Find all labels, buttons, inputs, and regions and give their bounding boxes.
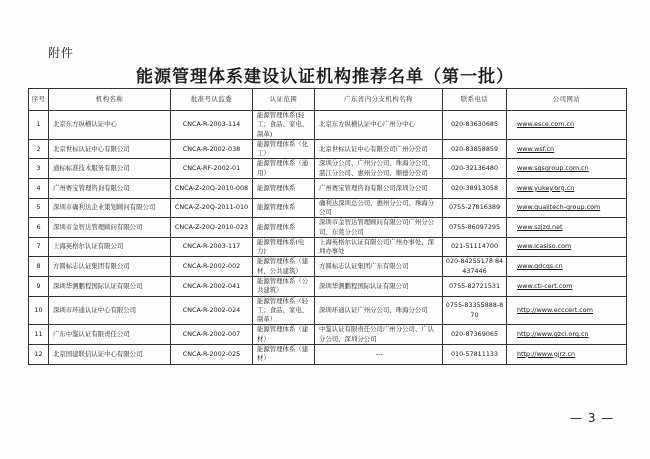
table-row (29, 345, 627, 365)
org-name: 上海英格尔认证有限公司 (49, 237, 171, 257)
approval-number: CNCA-R-2002-007 (171, 325, 253, 345)
table-row (29, 237, 627, 257)
website-link[interactable]: www.cti-cert.com (517, 281, 573, 290)
website-cell (507, 111, 627, 140)
cert-scope: 能源管理体系 (253, 218, 315, 238)
approval-number: CNCA-R-2002-041 (171, 277, 253, 297)
column-header-website: 公司网站 (507, 89, 627, 111)
row-number: 7 (29, 237, 49, 257)
cert-scope: 能源管理体系（公共建筑） (253, 277, 315, 297)
website-link[interactable]: www.icasiso.com (517, 242, 572, 251)
website-cell (507, 325, 627, 345)
branch-name: 北京世标认证中心有限公司广州分公司 (315, 139, 443, 159)
cert-scope: 能源管理体系（建材、公共建筑） (253, 257, 315, 277)
row-number: 8 (29, 257, 49, 277)
column-header-approval: 批准号认监委 (171, 89, 253, 111)
row-number: 4 (29, 179, 49, 199)
row-number: 10 (29, 296, 49, 325)
column-header-branch: 广东省内分支机构名称 (315, 89, 443, 111)
approval-number: CNCA-R-2002-024 (171, 296, 253, 325)
table-row (29, 277, 627, 297)
table-row (29, 296, 627, 325)
org-name: 深圳市确利达企业策划顾问有限公司 (49, 198, 171, 218)
row-number: 3 (29, 159, 49, 179)
website-cell (507, 345, 627, 365)
cert-scope: 能源管理体系(电力) (253, 237, 315, 257)
branch-name: 深圳分公司、广州分公司、珠海分公司、湛江分公司、惠州分公司、顺德分公司 (315, 159, 443, 179)
approval-number: CNCA-R-2002-002 (171, 257, 253, 277)
phone-number: 020-83630685 (443, 111, 507, 140)
branch-name: 深圳华测鹏程国际认证有限公司 (315, 277, 443, 297)
phone-number: 021-51114700 (443, 237, 507, 257)
website-link[interactable]: www.gdcqs.cn (517, 262, 563, 271)
table-row (29, 179, 627, 199)
branch-name: 确利达深圳总公司、惠州分公司、珠海分公司 (315, 198, 443, 218)
branch-name: 深圳环通认证广州分公司、珠海分公司 (315, 296, 443, 325)
branch-name: --- (315, 345, 443, 365)
phone-number: 0755-27816389 (443, 198, 507, 218)
org-name: 北京世标认证中心有限公司 (49, 139, 171, 159)
row-number: 5 (29, 198, 49, 218)
column-header-scope: 认证范围 (253, 89, 315, 111)
org-name: 深圳华测鹏程国际认证有限公司 (49, 277, 171, 297)
org-name: 北京东方纵横认证中心 (49, 111, 171, 140)
approval-number: CNCA-R-2003-114 (171, 111, 253, 140)
website-link[interactable]: www.wsf.cn (517, 144, 555, 153)
cert-scope: 能源管理体系(轻工；食品、家电、制革) (253, 111, 315, 140)
table-row (29, 198, 627, 218)
approval-number: CNCA-RF-2002-01 (171, 159, 253, 179)
website-link[interactable]: http://www.ecccert.com (517, 305, 593, 314)
website-link[interactable]: www.sgsgroup.com.cn (517, 164, 589, 173)
column-header-phone: 联系电话 (443, 89, 507, 111)
certification-body-table (28, 88, 627, 365)
approval-number: CNCA-R-2002-038 (171, 139, 253, 159)
phone-number: 0755-83355888-870 (443, 296, 507, 325)
table-row (29, 218, 627, 238)
website-cell (507, 198, 627, 218)
cert-scope: 能源管理体系（通用） (253, 159, 315, 179)
row-number: 11 (29, 325, 49, 345)
website-link[interactable]: www.qualitech-group.com (517, 203, 601, 212)
row-number: 2 (29, 139, 49, 159)
branch-name: 方圆标志认证集团广东有限公司 (315, 257, 443, 277)
phone-number: 020-83858859 (443, 139, 507, 159)
cert-scope: 能源管理体系（化工） (253, 139, 315, 159)
approval-number: CNCA-Z-20Q-2010-023 (171, 218, 253, 238)
phone-number: 020-87369065 (443, 325, 507, 345)
column-header-name: 机构名称 (49, 89, 171, 111)
branch-name: 北京东方纵横认证中心广州分中心 (315, 111, 443, 140)
row-number: 6 (29, 218, 49, 238)
table-row (29, 159, 627, 179)
website-cell (507, 257, 627, 277)
website-cell (507, 139, 627, 159)
approval-number: CNCA-Z-20Q-2010-008 (171, 179, 253, 199)
cert-scope: 能源管理体系 (253, 198, 315, 218)
website-cell (507, 218, 627, 238)
org-name: 深圳市环通认证中心有限公司 (49, 296, 171, 325)
branch-name: 广州赛宝管理咨询有限公司深圳分公司 (315, 179, 443, 199)
org-name: 广州赛宝管理咨询有限公司 (49, 179, 171, 199)
phone-number: 020-32136480 (443, 159, 507, 179)
website-link[interactable]: www.esce.com.cn (517, 120, 575, 129)
website-link[interactable]: http://www.gjrz.cn (517, 349, 576, 358)
website-cell (507, 159, 627, 179)
website-cell (507, 179, 627, 199)
column-header-no: 序号 (29, 89, 49, 111)
cert-scope: 能源管理体系（轻工；食品、家电、制革） (253, 296, 315, 325)
row-number: 12 (29, 345, 49, 365)
table-header-row (29, 89, 627, 111)
org-name: 方圆标志认证集团有限公司 (49, 257, 171, 277)
branch-name: 上海英格尔认证有限公司广州办事处、深圳办事处 (315, 237, 443, 257)
phone-number: 0755-82721531 (443, 277, 507, 297)
row-number: 9 (29, 277, 49, 297)
website-cell (507, 296, 627, 325)
table-row (29, 111, 627, 140)
phone-number: 020-38913058 (443, 179, 507, 199)
row-number: 1 (29, 111, 49, 140)
org-name: 北京国建联信认证中心有限公司 (49, 345, 171, 365)
phone-number: 010-57811133 (443, 345, 507, 365)
cert-scope: 能源管理体系（建材） (253, 345, 315, 365)
branch-name: 深圳市金智达管理顾问有限公司广州分公司、东莞分公司 (315, 218, 443, 238)
website-cell (507, 277, 627, 297)
document-title: 能源管理体系建设认证机构推荐名单（第一批） (136, 67, 514, 87)
table-row (29, 257, 627, 277)
approval-number: CNCA-Z-20Q-2011-010 (171, 198, 253, 218)
table-row (29, 139, 627, 159)
phone-number: 020-84255178 84437446 (443, 257, 507, 277)
branch-name: 中鉴认证有限责任公司广州分公司、广认分公司、深圳分公司 (315, 325, 443, 345)
table-body (29, 111, 627, 365)
org-name: 广东中鉴认证有限责任公司 (49, 325, 171, 345)
attachment-label: 附件 (48, 46, 75, 60)
org-name: 通标标准技术服务有限公司 (49, 159, 171, 179)
org-name: 深圳市金智达管理顾问有限公司 (49, 218, 171, 238)
website-link[interactable]: http://www.gzci.org.cn (517, 330, 589, 339)
page-number: — 3 — (570, 411, 615, 425)
cert-scope: 能源管理体系 (253, 179, 315, 199)
website-link[interactable]: www.szjzd.net (517, 222, 563, 231)
table-row (29, 325, 627, 345)
approval-number: CNCA-R-2003-117 (171, 237, 253, 257)
website-link[interactable]: www.yukey.org.cn (517, 183, 575, 192)
phone-number: 0755-86097295 (443, 218, 507, 238)
cert-scope: 能源管理体系（建材） (253, 325, 315, 345)
approval-number: CNCA-R-2002-025 (171, 345, 253, 365)
website-cell (507, 237, 627, 257)
